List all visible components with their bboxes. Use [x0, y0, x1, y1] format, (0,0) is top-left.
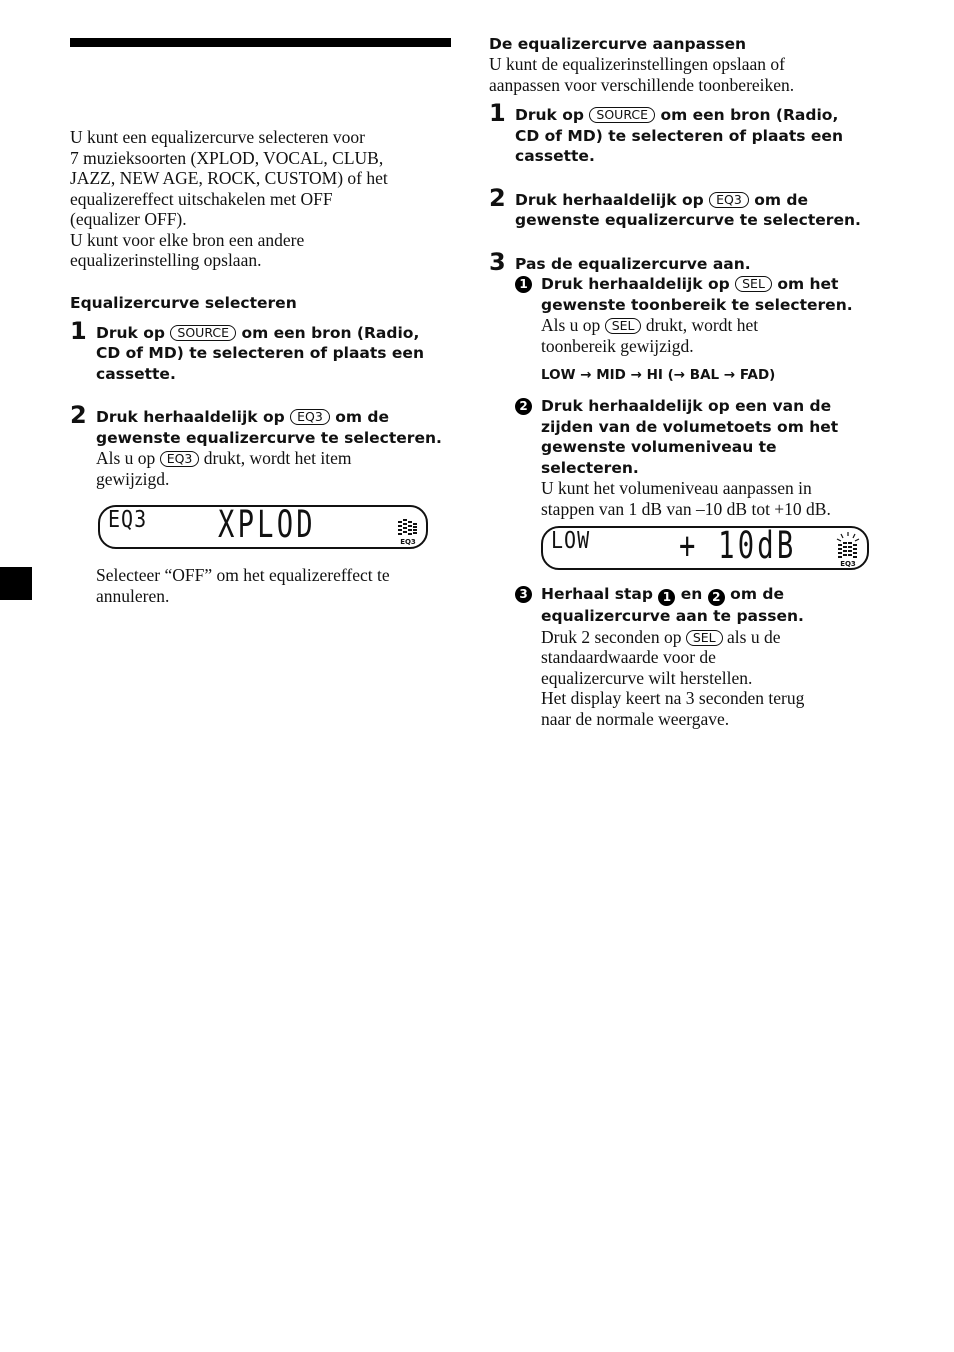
tone-range-sequence: LOW → MID → HI (→ BAL → FAD): [541, 367, 776, 383]
section-heading: Equalizercurve selecteren: [70, 293, 297, 312]
step-body: Als u op EQ3 drukt, wordt het item gewijzigd.: [96, 448, 352, 489]
source-key: SOURCE: [170, 325, 236, 341]
step-2: [70, 401, 442, 489]
eq3-key: EQ3: [709, 192, 749, 208]
eq-icon-label: EQ3: [400, 538, 416, 545]
intro-line: U kunt een equalizercurve selecteren voor: [70, 127, 365, 147]
right-column: [489, 34, 879, 729]
substep-1: 1 Druk herhaaldelijk op SEL om het gewenste toonbereik te selecteren. Als u op SEL drukt, wordt het toonbereik gewijzigd. LOW → MID → HI (→ BAL → FAD): [515, 274, 879, 384]
substep-marker: 2: [515, 398, 532, 415]
step-ref-marker: 2: [708, 589, 725, 606]
lcd-display-volume: [541, 526, 869, 570]
display-mode-label: LOW: [551, 526, 591, 554]
intro-line: 7 muzieksoorten (XPLOD, VOCAL, CLUB,: [70, 147, 384, 168]
substep-3: 3 Herhaal stap 1 en 2 om de equalizercurve aan te passen. Druk 2 seconden op SEL als u de standaardwaarde voor de equalizercurve wilt herstellen. Het display keert na 3 seconden terug naar de normale weergave.: [515, 584, 879, 729]
step-1: [70, 316, 442, 385]
source-key: SOURCE: [589, 107, 655, 123]
step-number: 3: [489, 247, 506, 276]
display-main-text: + 10dB: [679, 524, 797, 568]
intro-line: equalizereffect uitschakelen met OFF: [70, 188, 333, 209]
intro-paragraph: U kunt de equalizerinstellingen opslaan of aanpassen voor verschillende toonbereiken.: [489, 54, 795, 95]
step-number: 2: [489, 183, 506, 212]
equalizer-bars-icon: [396, 515, 420, 545]
substep-body: Als u op SEL drukt, wordt het toonbereik gewijzigd.: [541, 315, 759, 356]
display-mode-label: EQ3: [108, 505, 148, 533]
step-ref-marker: 1: [658, 589, 675, 606]
intro-paragraph: [70, 127, 442, 271]
step-title: Druk herhaaldelijk op EQ3 om de gewenste equalizercurve te selecteren.: [96, 408, 442, 447]
intro-line: JAZZ, NEW AGE, ROCK, CUSTOM) of het: [70, 168, 388, 188]
intro-line: (equalizer OFF).: [70, 209, 187, 229]
sel-key: SEL: [605, 318, 642, 334]
section-heading: De equalizercurve aanpassen: [489, 35, 747, 53]
lcd-display-xplod: [98, 505, 428, 549]
substep-marker: 3: [515, 586, 532, 603]
step-3: [489, 247, 879, 730]
step-2: [489, 183, 879, 231]
note-paragraph: Selecteer “OFF” om het equalizereffect te annuleren.: [96, 565, 390, 606]
step-title: Druk op SOURCE om een bron (Radio, CD of MD) te selecteren of plaats een cassette.: [515, 106, 843, 165]
section-header-bar: [70, 38, 451, 47]
sel-key: SEL: [686, 630, 723, 646]
substep-2: 2 Druk herhaaldelijk op een van de zijden van de volumetoets om het gewenste volumeniveau te selecteren. U kunt het volumeniveau aanpassen in stappen van 1 dB van –10 dB tot +10 dB.: [515, 396, 879, 519]
step-title: Druk herhaaldelijk op EQ3 om de gewenste equalizercurve te selecteren.: [515, 190, 861, 229]
substep-marker: 1: [515, 276, 532, 293]
eq-icon-label: EQ3: [840, 560, 856, 567]
intro-line: equalizerinstelling opslaan.: [70, 250, 262, 270]
left-column: [70, 127, 442, 606]
eq3-key: EQ3: [290, 409, 330, 425]
intro-line: U kunt voor elke bron een andere: [70, 229, 305, 250]
step-1: [489, 99, 879, 167]
display-main-text: XPLOD: [218, 503, 316, 547]
step-title: Druk op SOURCE om een bron (Radio, CD of MD) te selecteren of plaats een cassette.: [96, 323, 424, 383]
step-number: 1: [70, 316, 87, 345]
step-number: 1: [489, 99, 506, 127]
eq3-key: EQ3: [160, 451, 200, 467]
equalizer-active-icon: [835, 531, 861, 567]
step-number: 2: [70, 401, 87, 429]
chapter-tab-marker: [0, 567, 32, 600]
substep-body: Druk 2 seconden op SEL als u de standaardwaarde voor de equalizercurve wilt herstellen. Het display keert na 3 seconden terug naar de normale weergave.: [541, 626, 805, 729]
step-title: Pas de equalizercurve aan.: [515, 254, 751, 273]
substep-body: U kunt het volumeniveau aanpassen in stappen van 1 dB van –10 dB tot +10 dB.: [541, 478, 831, 519]
sel-key: SEL: [735, 276, 772, 292]
